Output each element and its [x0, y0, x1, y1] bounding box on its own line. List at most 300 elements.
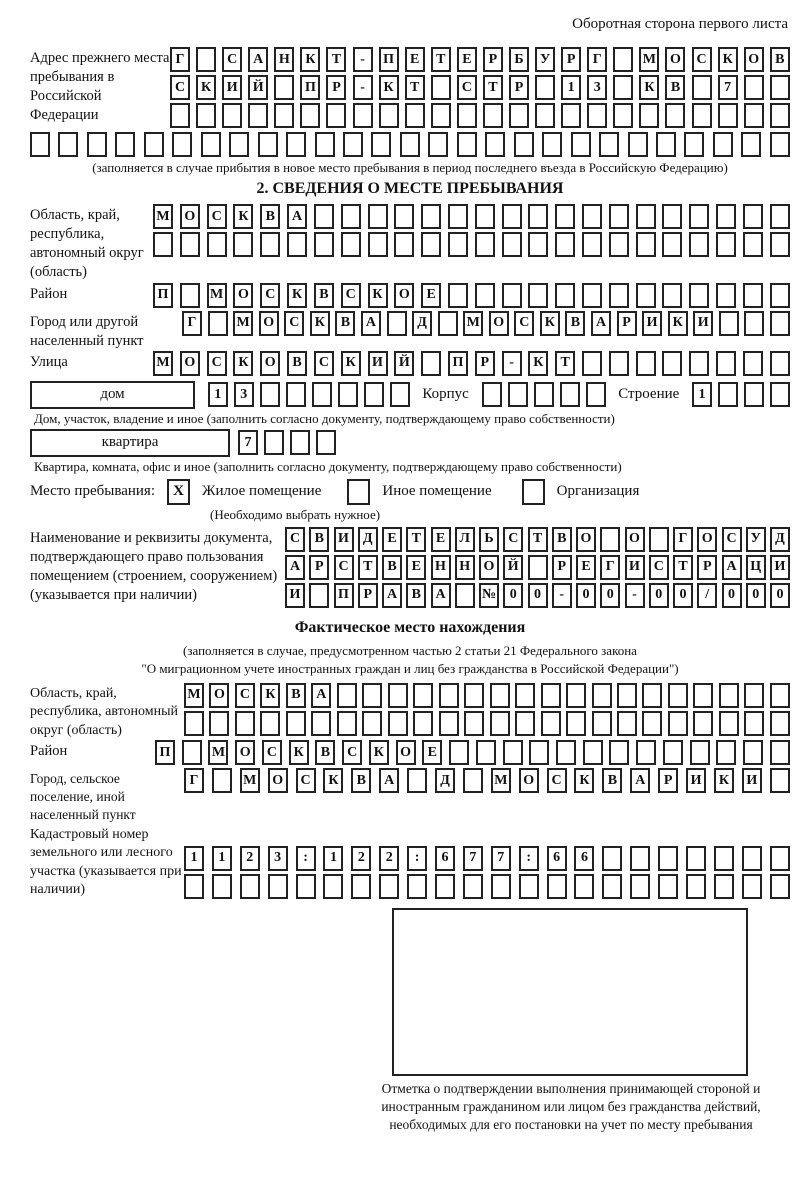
- char-box[interactable]: В: [565, 311, 585, 336]
- char-box[interactable]: [286, 711, 306, 736]
- char-box[interactable]: К: [368, 283, 388, 308]
- char-box[interactable]: К: [196, 75, 216, 100]
- char-box[interactable]: О: [519, 768, 539, 793]
- char-box[interactable]: [476, 740, 496, 765]
- char-box[interactable]: [719, 711, 739, 736]
- char-box[interactable]: [482, 382, 502, 407]
- char-box[interactable]: -: [552, 583, 572, 608]
- checkbox-organizacia[interactable]: [522, 479, 545, 505]
- char-box[interactable]: 0: [576, 583, 596, 608]
- char-box[interactable]: [662, 232, 682, 257]
- char-box[interactable]: Д: [358, 527, 378, 552]
- char-box[interactable]: [663, 740, 683, 765]
- char-box[interactable]: [642, 711, 662, 736]
- char-box[interactable]: С: [334, 555, 354, 580]
- char-box[interactable]: О: [396, 740, 416, 765]
- char-box[interactable]: [368, 232, 388, 257]
- char-box[interactable]: 3: [587, 75, 607, 100]
- char-box[interactable]: А: [431, 583, 451, 608]
- char-box[interactable]: О: [235, 740, 255, 765]
- char-box[interactable]: С: [649, 555, 669, 580]
- char-box[interactable]: [235, 711, 255, 736]
- char-box[interactable]: [449, 740, 469, 765]
- char-box[interactable]: [642, 683, 662, 708]
- char-box[interactable]: 0: [528, 583, 548, 608]
- char-box[interactable]: П: [155, 740, 175, 765]
- char-box[interactable]: [170, 103, 190, 128]
- char-box[interactable]: [743, 283, 763, 308]
- char-box[interactable]: [212, 768, 232, 793]
- char-box[interactable]: О: [489, 311, 509, 336]
- char-box[interactable]: 2: [240, 846, 260, 871]
- char-box[interactable]: П: [448, 351, 468, 376]
- char-box[interactable]: 0: [746, 583, 766, 608]
- char-box[interactable]: Г: [587, 47, 607, 72]
- char-box[interactable]: С: [170, 75, 190, 100]
- char-box[interactable]: [196, 47, 216, 72]
- char-box[interactable]: [311, 711, 331, 736]
- char-box[interactable]: [400, 132, 420, 157]
- char-box[interactable]: О: [180, 351, 200, 376]
- char-box[interactable]: С: [514, 311, 534, 336]
- char-box[interactable]: [274, 75, 294, 100]
- char-box[interactable]: [613, 103, 633, 128]
- char-box[interactable]: 1: [184, 846, 204, 871]
- char-box[interactable]: Г: [170, 47, 190, 72]
- char-box[interactable]: Е: [422, 740, 442, 765]
- char-box[interactable]: [689, 283, 709, 308]
- char-box[interactable]: И: [222, 75, 242, 100]
- char-box[interactable]: О: [209, 683, 229, 708]
- char-box[interactable]: [630, 846, 650, 871]
- char-box[interactable]: [770, 232, 790, 257]
- char-box[interactable]: [770, 683, 790, 708]
- char-box[interactable]: Т: [405, 75, 425, 100]
- char-box[interactable]: О: [576, 527, 596, 552]
- char-box[interactable]: К: [528, 351, 548, 376]
- char-box[interactable]: Р: [358, 583, 378, 608]
- char-box[interactable]: [182, 740, 202, 765]
- char-box[interactable]: [719, 683, 739, 708]
- char-box[interactable]: [770, 846, 790, 871]
- char-box[interactable]: [413, 683, 433, 708]
- char-box[interactable]: 0: [503, 583, 523, 608]
- char-box[interactable]: [312, 382, 332, 407]
- char-box[interactable]: Е: [431, 527, 451, 552]
- char-box[interactable]: М: [639, 47, 659, 72]
- char-box[interactable]: [115, 132, 135, 157]
- char-box[interactable]: Р: [309, 555, 329, 580]
- char-box[interactable]: С: [285, 527, 305, 552]
- char-box[interactable]: [58, 132, 78, 157]
- char-box[interactable]: [464, 711, 484, 736]
- char-box[interactable]: О: [260, 351, 280, 376]
- char-box[interactable]: М: [153, 351, 173, 376]
- char-box[interactable]: В: [260, 204, 280, 229]
- char-box[interactable]: [714, 846, 734, 871]
- char-box[interactable]: [475, 283, 495, 308]
- char-box[interactable]: [439, 711, 459, 736]
- char-box[interactable]: И: [686, 768, 706, 793]
- char-box[interactable]: 1: [208, 382, 228, 407]
- char-box[interactable]: [582, 232, 602, 257]
- char-box[interactable]: [770, 351, 790, 376]
- char-box[interactable]: [743, 204, 763, 229]
- char-box[interactable]: [582, 351, 602, 376]
- char-box[interactable]: :: [296, 846, 316, 871]
- char-box[interactable]: П: [153, 283, 173, 308]
- char-box[interactable]: [541, 711, 561, 736]
- char-box[interactable]: [502, 204, 522, 229]
- char-box[interactable]: [413, 711, 433, 736]
- char-box[interactable]: [609, 283, 629, 308]
- char-box[interactable]: П: [300, 75, 320, 100]
- char-box[interactable]: [323, 874, 343, 899]
- char-box[interactable]: Д: [435, 768, 455, 793]
- char-box[interactable]: [613, 47, 633, 72]
- char-box[interactable]: [609, 740, 629, 765]
- char-box[interactable]: [658, 846, 678, 871]
- char-box[interactable]: [529, 740, 549, 765]
- char-box[interactable]: [463, 874, 483, 899]
- char-box[interactable]: [636, 351, 656, 376]
- char-box[interactable]: Л: [455, 527, 475, 552]
- char-box[interactable]: [668, 711, 688, 736]
- char-box[interactable]: 0: [673, 583, 693, 608]
- char-box[interactable]: Н: [274, 47, 294, 72]
- char-box[interactable]: [463, 768, 483, 793]
- char-box[interactable]: 1: [561, 75, 581, 100]
- char-box[interactable]: Р: [326, 75, 346, 100]
- char-box[interactable]: [431, 103, 451, 128]
- char-box[interactable]: А: [379, 768, 399, 793]
- char-box[interactable]: К: [369, 740, 389, 765]
- char-box[interactable]: [362, 683, 382, 708]
- char-box[interactable]: В: [406, 583, 426, 608]
- char-box[interactable]: Р: [561, 47, 581, 72]
- char-box[interactable]: [207, 232, 227, 257]
- char-box[interactable]: 0: [649, 583, 669, 608]
- char-box[interactable]: М: [233, 311, 253, 336]
- char-box[interactable]: [599, 132, 619, 157]
- char-box[interactable]: [628, 132, 648, 157]
- char-box[interactable]: К: [287, 283, 307, 308]
- char-box[interactable]: Ь: [479, 527, 499, 552]
- char-box[interactable]: К: [379, 75, 399, 100]
- char-box[interactable]: [744, 683, 764, 708]
- char-box[interactable]: [689, 351, 709, 376]
- char-box[interactable]: 6: [574, 846, 594, 871]
- char-box[interactable]: [668, 683, 688, 708]
- char-box[interactable]: В: [602, 768, 622, 793]
- char-box[interactable]: М: [153, 204, 173, 229]
- char-box[interactable]: [455, 583, 475, 608]
- char-box[interactable]: [770, 711, 790, 736]
- char-box[interactable]: [602, 846, 622, 871]
- char-box[interactable]: Т: [406, 527, 426, 552]
- char-box[interactable]: [535, 103, 555, 128]
- char-box[interactable]: 2: [379, 846, 399, 871]
- char-box[interactable]: 2: [351, 846, 371, 871]
- char-box[interactable]: [180, 283, 200, 308]
- char-box[interactable]: [515, 711, 535, 736]
- char-box[interactable]: К: [323, 768, 343, 793]
- char-box[interactable]: [286, 382, 306, 407]
- char-box[interactable]: [309, 583, 329, 608]
- char-box[interactable]: [744, 103, 764, 128]
- char-box[interactable]: [718, 382, 738, 407]
- char-box[interactable]: Ц: [746, 555, 766, 580]
- char-box[interactable]: [431, 75, 451, 100]
- char-box[interactable]: [260, 382, 280, 407]
- char-box[interactable]: 0: [770, 583, 790, 608]
- char-box[interactable]: [716, 351, 736, 376]
- char-box[interactable]: [636, 232, 656, 257]
- char-box[interactable]: [744, 711, 764, 736]
- char-box[interactable]: :: [407, 846, 427, 871]
- char-box[interactable]: №: [479, 583, 499, 608]
- char-box[interactable]: К: [233, 351, 253, 376]
- char-box[interactable]: [689, 204, 709, 229]
- char-box[interactable]: [658, 874, 678, 899]
- char-box[interactable]: В: [770, 47, 790, 72]
- char-box[interactable]: [341, 232, 361, 257]
- char-box[interactable]: [448, 283, 468, 308]
- char-box[interactable]: [343, 132, 363, 157]
- char-box[interactable]: [528, 555, 548, 580]
- char-box[interactable]: Д: [770, 527, 790, 552]
- char-box[interactable]: [180, 232, 200, 257]
- char-box[interactable]: Р: [697, 555, 717, 580]
- char-box[interactable]: Е: [576, 555, 596, 580]
- char-box[interactable]: [770, 204, 790, 229]
- char-box[interactable]: [314, 232, 334, 257]
- char-box[interactable]: [394, 232, 414, 257]
- char-box[interactable]: К: [668, 311, 688, 336]
- char-box[interactable]: [338, 382, 358, 407]
- char-box[interactable]: [617, 711, 637, 736]
- char-box[interactable]: Р: [483, 47, 503, 72]
- char-box[interactable]: [555, 283, 575, 308]
- char-box[interactable]: В: [286, 683, 306, 708]
- char-box[interactable]: Е: [406, 555, 426, 580]
- char-box[interactable]: С: [284, 311, 304, 336]
- char-box[interactable]: [438, 311, 458, 336]
- char-box[interactable]: [542, 132, 562, 157]
- char-box[interactable]: О: [394, 283, 414, 308]
- char-box[interactable]: [315, 132, 335, 157]
- char-box[interactable]: Г: [182, 311, 202, 336]
- char-box[interactable]: [87, 132, 107, 157]
- char-box[interactable]: 6: [435, 846, 455, 871]
- char-box[interactable]: М: [463, 311, 483, 336]
- char-box[interactable]: М: [208, 740, 228, 765]
- checkbox-inoe[interactable]: [347, 479, 370, 505]
- char-box[interactable]: Е: [421, 283, 441, 308]
- char-box[interactable]: [337, 711, 357, 736]
- char-box[interactable]: А: [361, 311, 381, 336]
- char-box[interactable]: [407, 768, 427, 793]
- char-box[interactable]: Р: [475, 351, 495, 376]
- char-box[interactable]: В: [315, 740, 335, 765]
- char-box[interactable]: А: [287, 204, 307, 229]
- char-box[interactable]: [582, 204, 602, 229]
- char-box[interactable]: С: [547, 768, 567, 793]
- char-box[interactable]: 1: [212, 846, 232, 871]
- char-box[interactable]: 7: [238, 430, 258, 455]
- char-box[interactable]: [341, 204, 361, 229]
- char-box[interactable]: С: [207, 204, 227, 229]
- char-box[interactable]: О: [697, 527, 717, 552]
- char-box[interactable]: 0: [600, 583, 620, 608]
- char-box[interactable]: О: [744, 47, 764, 72]
- char-box[interactable]: 7: [491, 846, 511, 871]
- char-box[interactable]: /: [697, 583, 717, 608]
- char-box[interactable]: [744, 75, 764, 100]
- char-box[interactable]: [222, 103, 242, 128]
- char-box[interactable]: [662, 351, 682, 376]
- char-box[interactable]: [770, 75, 790, 100]
- char-box[interactable]: -: [625, 583, 645, 608]
- char-box[interactable]: [337, 683, 357, 708]
- char-box[interactable]: [296, 874, 316, 899]
- char-box[interactable]: Д: [412, 311, 432, 336]
- char-box[interactable]: [556, 740, 576, 765]
- char-box[interactable]: С: [235, 683, 255, 708]
- char-box[interactable]: [571, 132, 591, 157]
- char-box[interactable]: Е: [457, 47, 477, 72]
- char-box[interactable]: [390, 382, 410, 407]
- char-box[interactable]: К: [341, 351, 361, 376]
- char-box[interactable]: [770, 382, 790, 407]
- char-box[interactable]: [690, 740, 710, 765]
- char-box[interactable]: [689, 232, 709, 257]
- char-box[interactable]: [421, 204, 441, 229]
- char-box[interactable]: [742, 874, 762, 899]
- char-box[interactable]: С: [722, 527, 742, 552]
- char-box[interactable]: [490, 683, 510, 708]
- char-box[interactable]: [268, 874, 288, 899]
- char-box[interactable]: [464, 683, 484, 708]
- char-box[interactable]: Р: [552, 555, 572, 580]
- char-box[interactable]: [405, 103, 425, 128]
- char-box[interactable]: К: [714, 768, 734, 793]
- char-box[interactable]: [439, 683, 459, 708]
- char-box[interactable]: К: [289, 740, 309, 765]
- char-box[interactable]: [639, 103, 659, 128]
- char-box[interactable]: [770, 132, 790, 157]
- char-box[interactable]: [636, 740, 656, 765]
- char-box[interactable]: [314, 204, 334, 229]
- char-box[interactable]: И: [742, 768, 762, 793]
- char-box[interactable]: Р: [617, 311, 637, 336]
- char-box[interactable]: [290, 430, 310, 455]
- char-box[interactable]: Т: [555, 351, 575, 376]
- char-box[interactable]: [770, 283, 790, 308]
- char-box[interactable]: [586, 382, 606, 407]
- char-box[interactable]: [692, 75, 712, 100]
- char-box[interactable]: К: [260, 683, 280, 708]
- char-box[interactable]: 7: [463, 846, 483, 871]
- char-box[interactable]: [351, 874, 371, 899]
- char-box[interactable]: 1: [692, 382, 712, 407]
- char-box[interactable]: [448, 204, 468, 229]
- char-box[interactable]: 7: [718, 75, 738, 100]
- char-box[interactable]: О: [665, 47, 685, 72]
- char-box[interactable]: [233, 232, 253, 257]
- char-box[interactable]: [300, 103, 320, 128]
- char-box[interactable]: О: [180, 204, 200, 229]
- char-box[interactable]: [534, 382, 554, 407]
- char-box[interactable]: М: [240, 768, 260, 793]
- char-box[interactable]: [741, 132, 761, 157]
- char-box[interactable]: [475, 232, 495, 257]
- char-box[interactable]: И: [642, 311, 662, 336]
- char-box[interactable]: В: [552, 527, 572, 552]
- char-box[interactable]: [172, 132, 192, 157]
- char-box[interactable]: О: [233, 283, 253, 308]
- char-box[interactable]: Б: [509, 47, 529, 72]
- char-box[interactable]: В: [314, 283, 334, 308]
- char-box[interactable]: [583, 740, 603, 765]
- char-box[interactable]: [602, 874, 622, 899]
- char-box[interactable]: [503, 740, 523, 765]
- char-box[interactable]: С: [692, 47, 712, 72]
- char-box[interactable]: [457, 103, 477, 128]
- char-box[interactable]: М: [491, 768, 511, 793]
- char-box[interactable]: К: [233, 204, 253, 229]
- char-box[interactable]: В: [287, 351, 307, 376]
- char-box[interactable]: [364, 382, 384, 407]
- char-box[interactable]: [326, 103, 346, 128]
- char-box[interactable]: [260, 711, 280, 736]
- char-box[interactable]: [209, 711, 229, 736]
- char-box[interactable]: [693, 683, 713, 708]
- char-box[interactable]: [353, 103, 373, 128]
- char-box[interactable]: [566, 683, 586, 708]
- char-box[interactable]: [387, 311, 407, 336]
- char-box[interactable]: Й: [503, 555, 523, 580]
- char-box[interactable]: [665, 103, 685, 128]
- char-box[interactable]: [743, 232, 763, 257]
- char-box[interactable]: [388, 711, 408, 736]
- char-box[interactable]: [528, 232, 548, 257]
- char-box[interactable]: [428, 132, 448, 157]
- char-box[interactable]: [609, 232, 629, 257]
- char-box[interactable]: [630, 874, 650, 899]
- char-box[interactable]: 3: [234, 382, 254, 407]
- char-box[interactable]: [770, 311, 790, 336]
- char-box[interactable]: А: [311, 683, 331, 708]
- char-box[interactable]: В: [335, 311, 355, 336]
- checkbox-zhiloe[interactable]: X: [167, 479, 190, 505]
- char-box[interactable]: К: [639, 75, 659, 100]
- char-box[interactable]: [613, 75, 633, 100]
- char-box[interactable]: А: [591, 311, 611, 336]
- char-box[interactable]: [264, 430, 284, 455]
- char-box[interactable]: [617, 683, 637, 708]
- char-box[interactable]: [371, 132, 391, 157]
- char-box[interactable]: Р: [658, 768, 678, 793]
- char-box[interactable]: [201, 132, 221, 157]
- char-box[interactable]: [656, 132, 676, 157]
- char-box[interactable]: [684, 132, 704, 157]
- char-box[interactable]: К: [310, 311, 330, 336]
- char-box[interactable]: Й: [248, 75, 268, 100]
- char-box[interactable]: [716, 740, 736, 765]
- char-box[interactable]: [144, 132, 164, 157]
- char-box[interactable]: И: [625, 555, 645, 580]
